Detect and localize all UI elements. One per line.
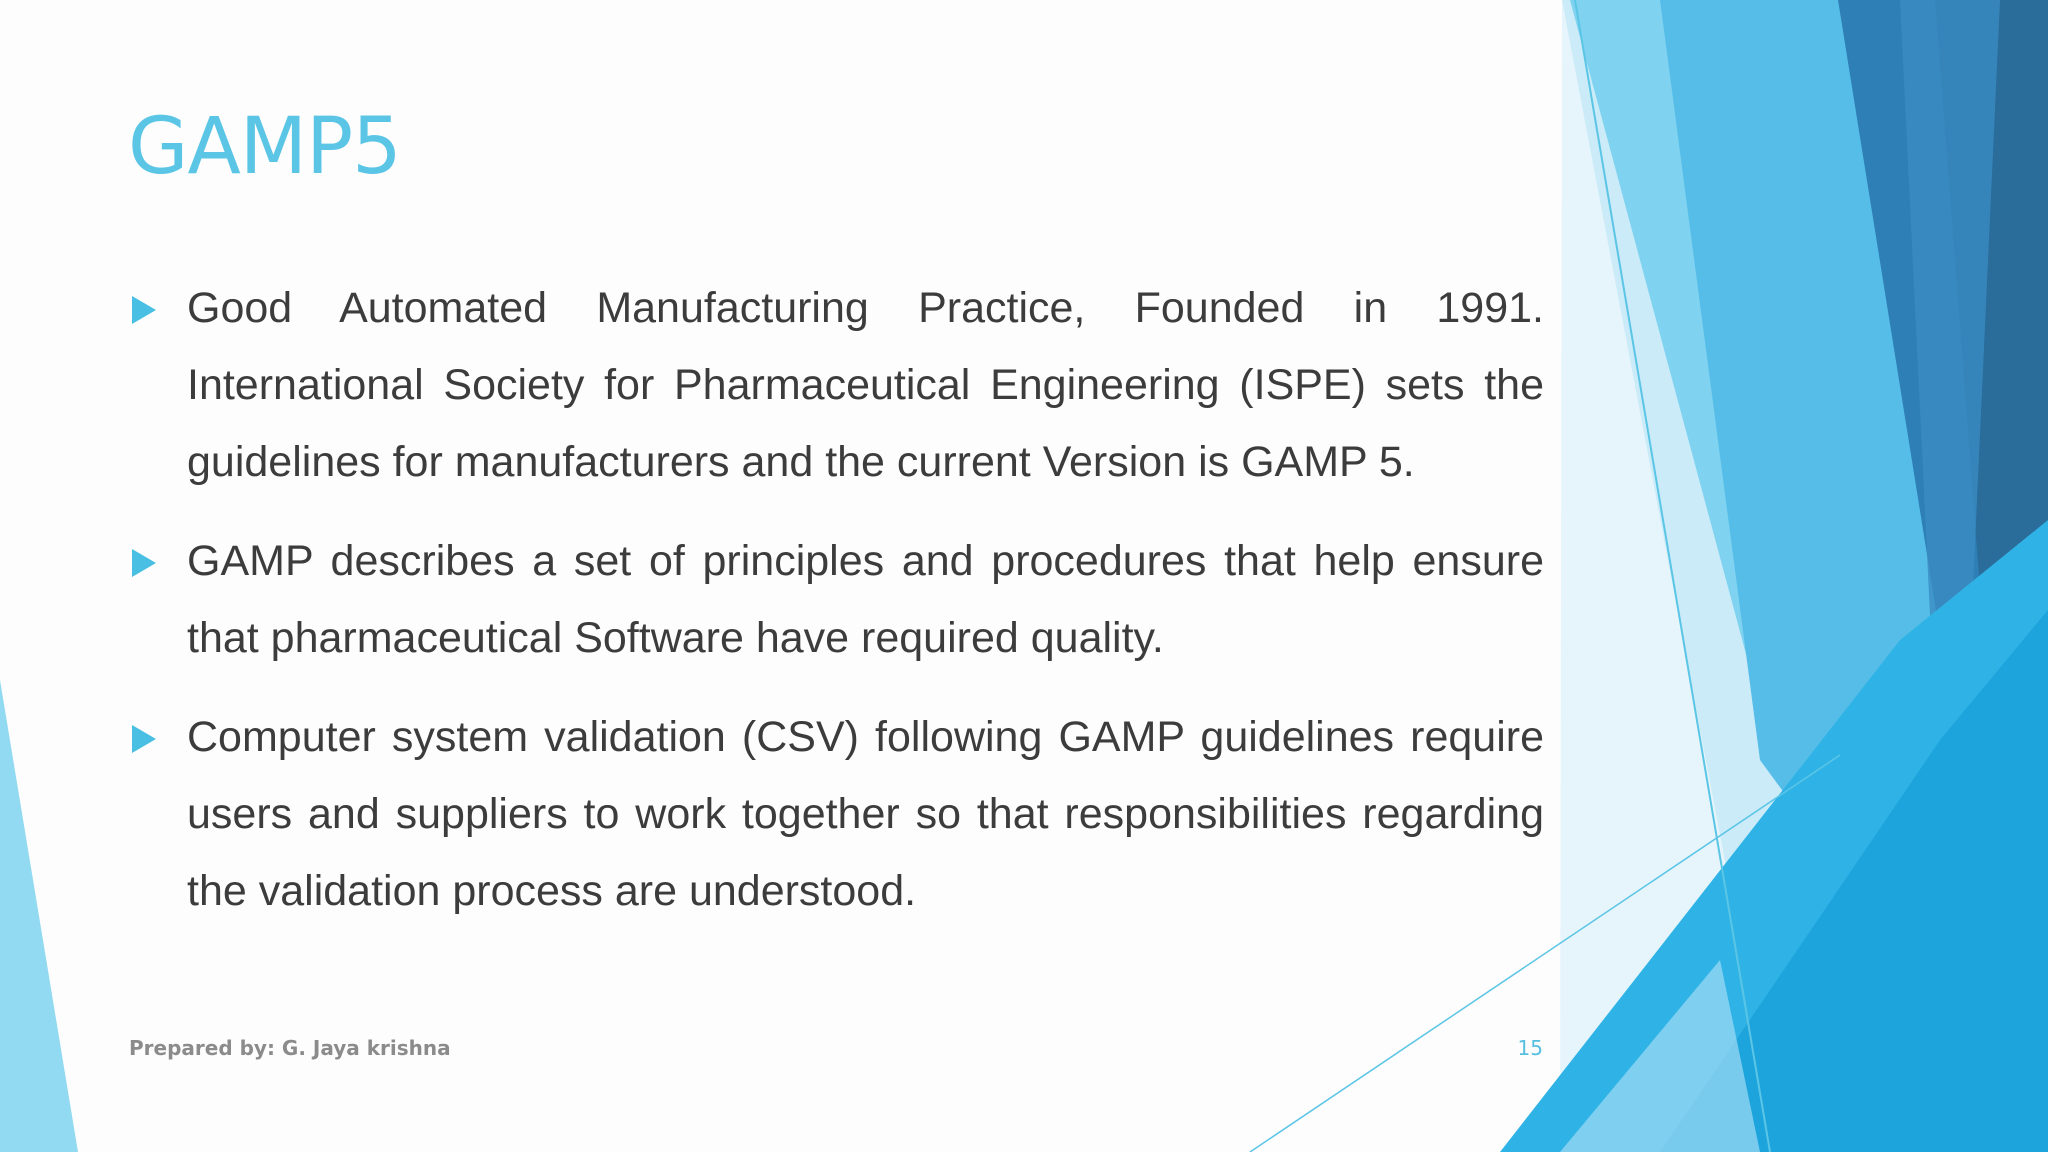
bullet-text-3: Computer system validation (CSV) following GAMP guidelines require users and suppliers to work together so that responsibilities regarding the validation process are understood. [187,713,1544,915]
bullet-text-1: Good Automated Manufacturing Practice, Founded in 1991. International Society for Pharmaceutical Engineering (ISPE) sets the guidelines for manufacturers and the current Version is GAMP 5. [187,284,1544,486]
left-edge-accent [0,680,78,1152]
slide-title: GAMP5 [128,102,401,192]
triangle-bullet-icon [132,296,156,324]
bullet-item-3 [128,699,1544,930]
bullet-item-2 [128,523,1544,677]
bullet-item-1 [128,270,1544,501]
footer-author: Prepared by: G. Jaya krishna [129,1036,451,1060]
bullet-list [128,270,1544,952]
triangle-bullet-icon [132,549,156,577]
bullet-text-2: GAMP describes a set of principles and procedures that help ensure that pharmaceutical Software have required quality. [187,537,1544,662]
triangle-bullet-icon [132,725,156,753]
page-number: 15 [1517,1036,1543,1060]
